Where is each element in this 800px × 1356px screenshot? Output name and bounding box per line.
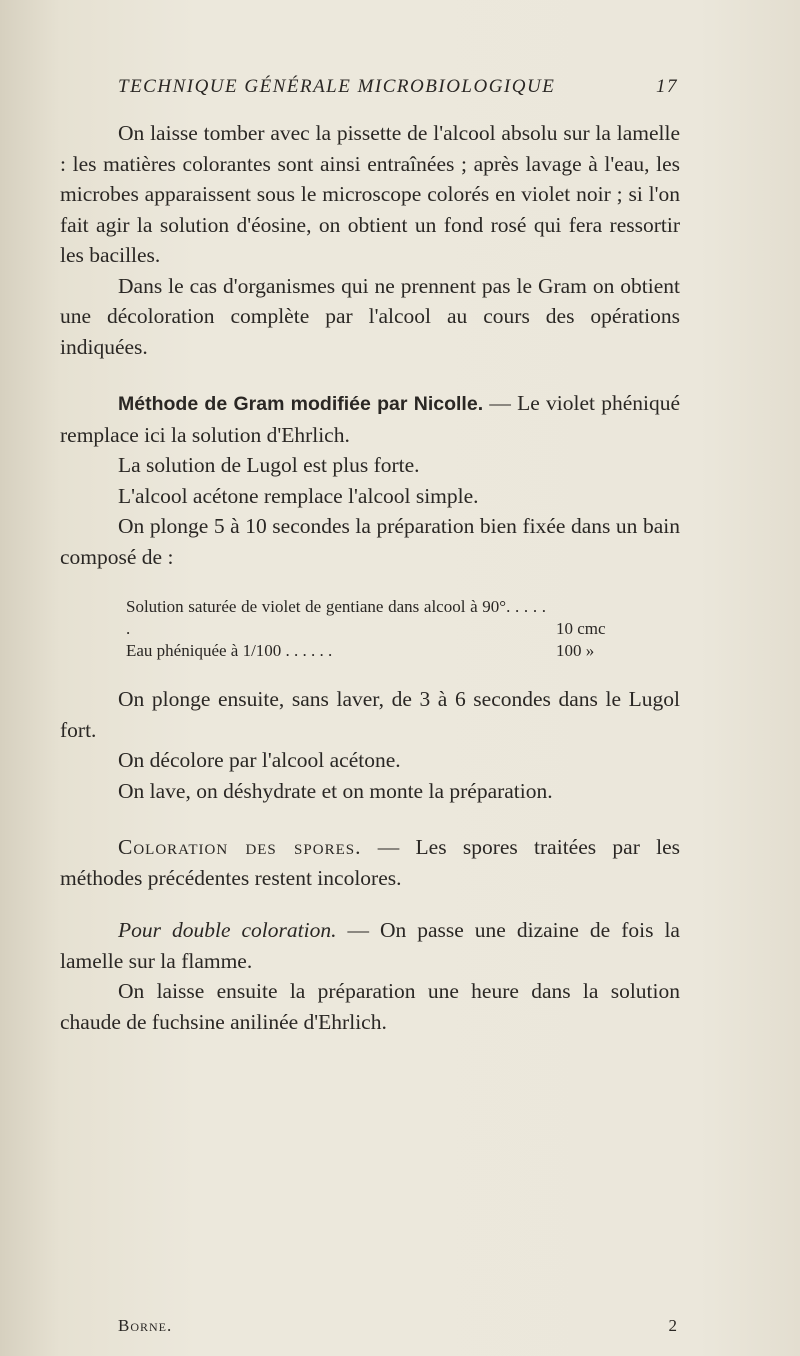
paragraph-spore-staining [60, 832, 680, 893]
recipe-quantity: 100 » [556, 641, 595, 660]
page-footer [118, 1316, 678, 1336]
nicolle-method-heading: Méthode de Gram modifiée par Nicolle. [118, 393, 484, 415]
paragraph-lugol: La solution de Lugol est plus forte. [118, 453, 420, 477]
paragraph-absolute-alcohol: On laisse tomber avec la pissette de l'alcool absolu sur la lamelle : les matières colorantes sont ainsi entraînées ; après lavage à l'eau, les microbes apparaissent sous le microscope colorés en violet noir ; si l'on fait agir la solution d'éosine, on obtient un fond rosé qui fera ressortir les bacilles. [60, 121, 680, 267]
page-number: 17 [656, 76, 678, 97]
paragraph-gram-negative: Dans le cas d'organismes qui ne prennent pas le Gram on obtient une décoloration complète par l'alcool au cours des opérations indiquées. [60, 273, 680, 359]
running-header [118, 76, 678, 98]
double-staining-text: — On passe une dizaine de fois la lamelle sur la flamme. [60, 918, 680, 973]
paragraph-bath: On plonge 5 à 10 secondes la préparation bien fixée dans un bain composé de : [60, 514, 680, 569]
body-text [60, 118, 680, 1037]
recipe-row [126, 596, 626, 640]
paragraph-lugol-dip: On plonge ensuite, sans laver, de 3 à 6 secondes dans le Lugol fort. [60, 687, 680, 742]
paragraph-nicolle-method [60, 388, 680, 450]
paragraph-mount: On lave, on déshydrate et on monte la préparation. [118, 778, 553, 803]
signature-mark: 2 [668, 1316, 678, 1335]
paragraph-alcohol-acetone: L'alcool acétone remplace l'alcool simple. [118, 483, 479, 508]
recipe-row [126, 640, 626, 662]
paragraph-double-staining [60, 915, 680, 976]
double-staining-heading: Pour double coloration. [118, 918, 337, 942]
paragraph-fuchsine: On laisse ensuite la préparation une heure dans la solution chaude de fuchsine anilinée d'Ehrlich. [60, 979, 680, 1034]
spore-staining-text: — Les spores traitées par les méthodes précédentes restent incolores. [60, 835, 681, 890]
recipe-table [126, 596, 626, 662]
running-title: TECHNIQUE GÉNÉRALE MICROBIOLOGIQUE [118, 76, 556, 97]
nicolle-method-text: — Le violet phéniqué remplace ici la solution d'Ehrlich. [60, 391, 681, 447]
spore-staining-heading: Coloration des spores. [118, 835, 362, 859]
recipe-quantity: 10 cmc [556, 619, 606, 638]
author-name: Borne. [118, 1316, 173, 1335]
recipe-ingredient: Solution saturée de violet de gentiane dans alcool à 90°. . . . . . [126, 597, 546, 638]
recipe-ingredient: Eau phéniquée à 1/100 . . . . . . [126, 641, 333, 660]
paragraph-decolorize: On décolore par l'alcool acétone. [118, 748, 401, 772]
